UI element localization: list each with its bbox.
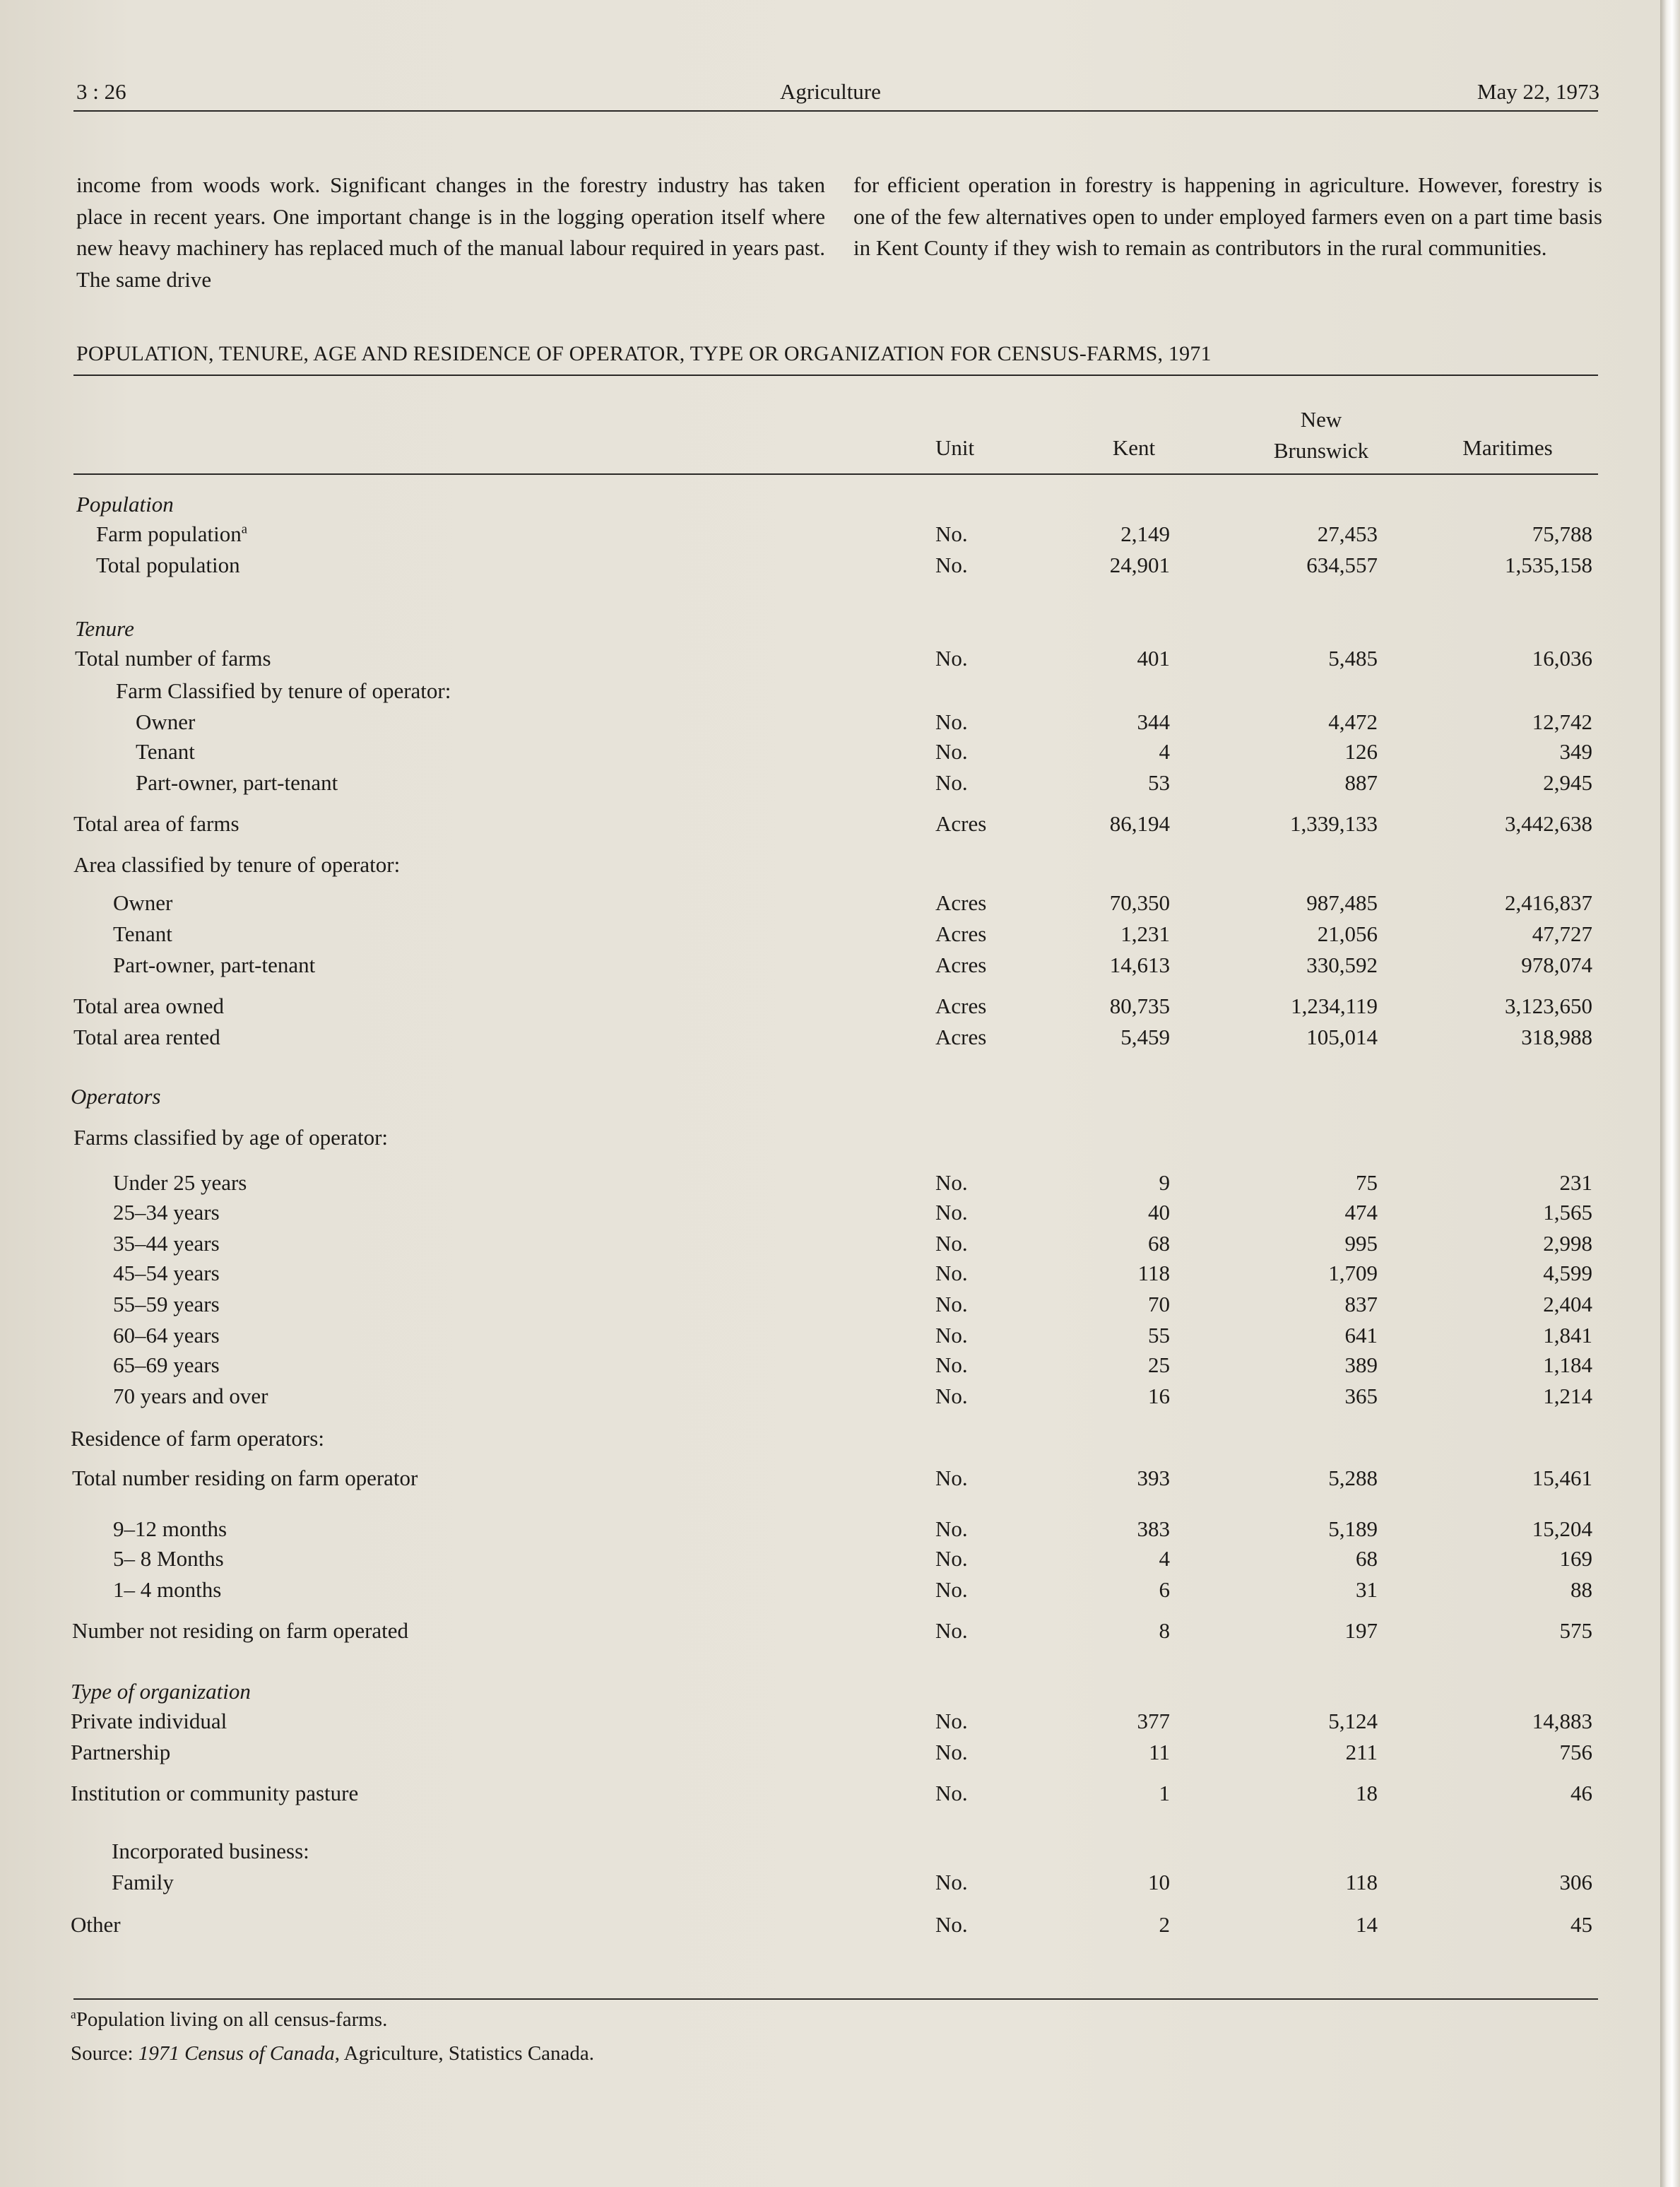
cell-unit: No. (935, 553, 968, 577)
table-top-rule (73, 375, 1598, 376)
row-label (113, 1320, 220, 1351)
cell-maritimes: 756 (1559, 1740, 1592, 1764)
issue-date: May 22, 1973 (1477, 79, 1599, 104)
cell-new-brunswick: 641 (1344, 1323, 1378, 1348)
cell-maritimes: 2,404 (1543, 1292, 1592, 1316)
row-label-text: Area classified by tenure of operator: (73, 852, 401, 877)
cell-new-brunswick: 330,592 (1306, 953, 1378, 977)
source-prefix: Source: (71, 2042, 138, 2065)
cell-unit: No. (935, 1516, 968, 1541)
row-label-text: 55–59 years (113, 1292, 220, 1316)
column-header-new-brunswick (1243, 404, 1399, 466)
cell-new-brunswick: 118 (1345, 1870, 1378, 1894)
header-rule (73, 110, 1598, 112)
cell-unit: No. (935, 739, 968, 764)
cell-unit: No. (935, 1546, 968, 1571)
table-row (0, 1022, 1660, 1053)
cell-kent: 70 (1148, 1292, 1170, 1316)
source-title: 1971 Census of Canada (138, 2042, 335, 2065)
cell-unit: Acres (935, 953, 987, 977)
row-label (76, 489, 174, 520)
intro-left-column: income from woods work. Significant changes in the forestry industry has taken place in recent years. One important change is in the logging operation itself where new heavy machinery has replaced much of the manual labour required in years past. The same drive (76, 172, 825, 292)
row-label-text: Total number residing on farm operator (72, 1466, 418, 1490)
row-label-text: Residence of farm operators: (71, 1426, 324, 1451)
cell-maritimes: 2,416,837 (1505, 890, 1592, 915)
row-label (112, 1867, 174, 1898)
cell-new-brunswick: 995 (1344, 1231, 1378, 1256)
table-row (0, 1706, 1660, 1737)
table-row (0, 991, 1660, 1022)
table-source (71, 2042, 594, 2065)
cell-kent: 344 (1137, 709, 1170, 734)
row-label (71, 1778, 358, 1809)
row-label-text: Farm Classified by tenure of operator: (116, 678, 451, 703)
cell-kent: 1,231 (1120, 921, 1170, 946)
cell-unit: No. (935, 770, 968, 795)
cell-kent: 2 (1159, 1912, 1170, 1937)
table-row (0, 1167, 1660, 1198)
row-label-text: Type of organization (71, 1679, 251, 1704)
cell-unit: No. (935, 1466, 968, 1490)
cell-maritimes: 15,461 (1532, 1466, 1592, 1490)
row-label-text: Total population (96, 553, 240, 577)
cell-unit: No. (935, 1870, 968, 1894)
cell-kent: 6 (1159, 1577, 1170, 1602)
table-row (0, 1514, 1660, 1545)
cell-new-brunswick: 21,056 (1317, 921, 1378, 946)
row-label (73, 1022, 220, 1053)
cell-unit: Acres (935, 811, 987, 836)
cell-kent: 53 (1148, 770, 1170, 795)
row-label-text: Under 25 years (113, 1170, 247, 1195)
cell-unit: Acres (935, 921, 987, 946)
cell-kent: 24,901 (1109, 553, 1170, 577)
cell-maritimes: 16,036 (1532, 646, 1592, 671)
table-row (0, 1197, 1660, 1228)
row-label (113, 1228, 220, 1259)
row-label (113, 1514, 227, 1545)
row-label (73, 849, 400, 880)
table-row (0, 1836, 1660, 1867)
cell-maritimes: 12,742 (1532, 709, 1592, 734)
cell-maritimes: 349 (1559, 739, 1592, 764)
cell-new-brunswick: 389 (1344, 1352, 1378, 1377)
cell-new-brunswick: 1,709 (1328, 1261, 1378, 1285)
column-header-maritimes: Maritimes (1462, 435, 1553, 460)
cell-kent: 1 (1159, 1781, 1170, 1805)
row-label (73, 991, 224, 1022)
cell-maritimes: 1,565 (1543, 1200, 1592, 1225)
cell-maritimes: 978,074 (1521, 953, 1592, 977)
intro-right-column: for efficient operation in forestry is happening in agriculture. However, forestry is one of the few alternatives open to under employed farmers even on a part time basis in Kent County if they wish to remain as contributors in the rural communities. (853, 172, 1602, 260)
cell-new-brunswick: 105,014 (1306, 1025, 1378, 1049)
row-label-text: Operators (71, 1084, 161, 1109)
cell-kent: 10 (1148, 1870, 1170, 1894)
cell-new-brunswick: 197 (1344, 1618, 1378, 1643)
section-heading-row (0, 613, 1660, 644)
cell-unit: No. (935, 1200, 968, 1225)
table-row (0, 707, 1660, 738)
cell-new-brunswick: 5,189 (1328, 1516, 1378, 1541)
row-label (96, 519, 247, 550)
page-number: 3 : 26 (76, 79, 126, 104)
cell-new-brunswick: 68 (1356, 1546, 1378, 1571)
cell-unit: No. (935, 1709, 968, 1733)
cell-unit: No. (935, 521, 968, 546)
row-label (113, 919, 172, 950)
row-label (113, 1381, 268, 1412)
footnote-text: Population living on all census-farms. (76, 2008, 388, 2031)
row-label (71, 1081, 160, 1112)
row-label (71, 1737, 170, 1768)
cell-kent: 8 (1159, 1618, 1170, 1643)
cell-unit: No. (935, 1781, 968, 1805)
row-label (113, 1574, 221, 1605)
cell-maritimes: 15,204 (1532, 1516, 1592, 1541)
cell-new-brunswick: 887 (1344, 770, 1378, 795)
row-label-text: Incorporated business: (112, 1839, 309, 1863)
table-row (0, 808, 1660, 839)
table-row (0, 1289, 1660, 1320)
cell-unit: Acres (935, 890, 987, 915)
cell-unit: No. (935, 1292, 968, 1316)
row-label-text: Partnership (71, 1740, 171, 1764)
row-label (136, 707, 195, 738)
page-binding-edge (1660, 0, 1680, 2187)
row-label (113, 1258, 220, 1289)
table-row (0, 1778, 1660, 1809)
row-label-text: 35–44 years (113, 1231, 220, 1256)
cell-kent: 40 (1148, 1200, 1170, 1225)
table-bottom-rule (73, 1998, 1598, 2000)
row-label (75, 613, 134, 644)
row-label (71, 1423, 324, 1454)
cell-unit: No. (935, 1912, 968, 1937)
table-row (0, 1258, 1660, 1289)
row-label-text: 5– 8 Months (113, 1546, 224, 1571)
table-row (0, 888, 1660, 919)
row-label-text: 70 years and over (113, 1384, 268, 1408)
row-label-text: 25–34 years (113, 1200, 220, 1225)
cell-unit: No. (935, 646, 968, 671)
row-label-text: Total area of farms (73, 811, 239, 836)
table-row (0, 1423, 1660, 1454)
cell-new-brunswick: 837 (1344, 1292, 1378, 1316)
section-heading-row (0, 1676, 1660, 1707)
row-label (71, 1909, 121, 1940)
row-label-text: Population (76, 492, 174, 517)
table-row (0, 1737, 1660, 1768)
cell-new-brunswick: 1,339,133 (1290, 811, 1378, 836)
cell-kent: 80,735 (1109, 994, 1170, 1018)
table-row (0, 676, 1660, 707)
table-row (0, 1350, 1660, 1381)
table-title: POPULATION, TENURE, AGE AND RESIDENCE OF OPERATOR, TYPE OR ORGANIZATION FOR CENSUS-FARMS, 1971 (76, 342, 1212, 365)
table-row (0, 1320, 1660, 1351)
cell-maritimes: 575 (1559, 1618, 1592, 1643)
table-row (0, 519, 1660, 550)
cell-kent: 14,613 (1109, 953, 1170, 977)
cell-unit: No. (935, 1577, 968, 1602)
source-suffix: , Agriculture, Statistics Canada. (334, 2042, 595, 2065)
row-label (73, 808, 239, 839)
cell-kent: 118 (1137, 1261, 1170, 1285)
table-row (0, 1909, 1660, 1940)
cell-kent: 25 (1148, 1352, 1170, 1377)
cell-unit: No. (935, 1323, 968, 1348)
row-label-text: Owner (113, 890, 173, 915)
cell-maritimes: 1,841 (1543, 1323, 1592, 1348)
table-row (0, 643, 1660, 674)
cell-kent: 70,350 (1109, 890, 1170, 915)
row-label (113, 950, 315, 981)
cell-maritimes: 306 (1559, 1870, 1592, 1894)
cell-new-brunswick: 365 (1344, 1384, 1378, 1408)
cell-maritimes: 47,727 (1532, 921, 1592, 946)
cell-maritimes: 2,945 (1543, 770, 1592, 795)
cell-kent: 4 (1159, 1546, 1170, 1571)
row-label-text: Owner (136, 709, 196, 734)
footnote-marker: a (241, 521, 248, 537)
table-row (0, 1122, 1660, 1153)
cell-kent: 11 (1149, 1740, 1170, 1764)
cell-kent: 401 (1137, 646, 1170, 671)
table-row (0, 550, 1660, 581)
table-footnote (71, 2008, 387, 2032)
cell-maritimes: 3,442,638 (1505, 811, 1592, 836)
cell-maritimes: 3,123,650 (1505, 994, 1592, 1018)
table-row (0, 1574, 1660, 1605)
table-row (0, 1381, 1660, 1412)
cell-kent: 383 (1137, 1516, 1170, 1541)
row-label (72, 1463, 418, 1494)
cell-unit: No. (935, 1740, 968, 1764)
row-label (113, 1350, 220, 1381)
cell-maritimes: 169 (1559, 1546, 1592, 1571)
cell-kent: 393 (1137, 1466, 1170, 1490)
section-heading-row (0, 1081, 1660, 1112)
table-row (0, 1615, 1660, 1646)
cell-unit: Acres (935, 994, 987, 1018)
cell-kent: 2,149 (1120, 521, 1170, 546)
column-header-rule (73, 473, 1598, 475)
row-label-text: 9–12 months (113, 1516, 227, 1541)
cell-maritimes: 2,998 (1543, 1231, 1592, 1256)
cell-maritimes: 4,599 (1543, 1261, 1592, 1285)
table-row (0, 849, 1660, 880)
cell-unit: No. (935, 1352, 968, 1377)
cell-maritimes: 318,988 (1521, 1025, 1592, 1049)
cell-kent: 5,459 (1120, 1025, 1170, 1049)
cell-new-brunswick: 1,234,119 (1291, 994, 1378, 1018)
table-row (0, 736, 1660, 767)
cell-kent: 4 (1159, 739, 1170, 764)
row-label-text: Total number of farms (75, 646, 271, 671)
cell-kent: 68 (1148, 1231, 1170, 1256)
cell-kent: 9 (1159, 1170, 1170, 1195)
cell-new-brunswick: 5,485 (1328, 646, 1378, 671)
row-label-text: Family (112, 1870, 174, 1894)
cell-unit: Acres (935, 1025, 987, 1049)
cell-unit: No. (935, 1261, 968, 1285)
section-heading-row (0, 489, 1660, 520)
row-label-text: Farm population (96, 521, 242, 546)
cell-unit: No. (935, 709, 968, 734)
cell-kent: 55 (1148, 1323, 1170, 1348)
row-label (113, 1289, 220, 1320)
row-label-text: Part-owner, part-tenant (113, 953, 316, 977)
cell-maritimes: 231 (1559, 1170, 1592, 1195)
footnote-marker: a (71, 2007, 76, 2022)
row-label-text: Farms classified by age of operator: (73, 1125, 389, 1150)
cell-new-brunswick: 4,472 (1328, 709, 1378, 734)
table-row (0, 919, 1660, 950)
cell-new-brunswick: 126 (1344, 739, 1378, 764)
cell-new-brunswick: 18 (1356, 1781, 1378, 1805)
cell-kent: 377 (1137, 1709, 1170, 1733)
row-label-text: Part-owner, part-tenant (136, 770, 338, 795)
row-label-text: Tenant (136, 739, 195, 764)
cell-maritimes: 1,535,158 (1505, 553, 1592, 577)
cell-new-brunswick: 474 (1344, 1200, 1378, 1225)
row-label (71, 1706, 227, 1737)
table-row (0, 1543, 1660, 1574)
row-label (71, 1676, 251, 1707)
row-label (72, 1615, 408, 1646)
column-header-nb-line1: New (1300, 407, 1342, 432)
row-label-text: Private individual (71, 1709, 227, 1733)
cell-unit: No. (935, 1170, 968, 1195)
cell-new-brunswick: 14 (1356, 1912, 1378, 1937)
row-label-text: Institution or community pasture (71, 1781, 359, 1805)
row-label-text: Tenure (75, 616, 134, 641)
cell-maritimes: 1,184 (1543, 1352, 1592, 1377)
cell-new-brunswick: 5,288 (1328, 1466, 1378, 1490)
row-label-text: 60–64 years (113, 1323, 220, 1348)
cell-maritimes: 75,788 (1532, 521, 1592, 546)
running-title: Agriculture (780, 79, 881, 104)
cell-unit: No. (935, 1231, 968, 1256)
column-header-nb-line2: Brunswick (1273, 438, 1369, 463)
row-label-text: Tenant (113, 921, 172, 946)
table-row (0, 1228, 1660, 1259)
row-label (75, 643, 271, 674)
cell-maritimes: 46 (1570, 1781, 1592, 1805)
cell-unit: No. (935, 1384, 968, 1408)
cell-kent: 16 (1148, 1384, 1170, 1408)
row-label (113, 1167, 247, 1198)
cell-maritimes: 45 (1570, 1912, 1592, 1937)
row-label-text: 45–54 years (113, 1261, 220, 1285)
row-label-text: Number not residing on farm operated (72, 1618, 409, 1643)
row-label (113, 888, 172, 919)
row-label (116, 676, 451, 707)
row-label (136, 767, 338, 798)
column-header-unit: Unit (935, 435, 975, 460)
cell-new-brunswick: 987,485 (1306, 890, 1378, 915)
cell-new-brunswick: 31 (1356, 1577, 1378, 1602)
row-label (113, 1543, 224, 1574)
row-label (112, 1836, 309, 1867)
cell-new-brunswick: 27,453 (1317, 521, 1378, 546)
row-label (136, 736, 195, 767)
table-row (0, 1867, 1660, 1898)
cell-maritimes: 88 (1570, 1577, 1592, 1602)
row-label-text: 65–69 years (113, 1352, 220, 1377)
row-label (113, 1197, 220, 1228)
row-label-text: Total area rented (73, 1025, 220, 1049)
cell-unit: No. (935, 1618, 968, 1643)
cell-new-brunswick: 211 (1345, 1740, 1378, 1764)
table-row (0, 950, 1660, 981)
cell-maritimes: 1,214 (1543, 1384, 1592, 1408)
table-row (0, 1463, 1660, 1494)
table-row (0, 767, 1660, 798)
row-label (73, 1122, 388, 1153)
cell-kent: 86,194 (1109, 811, 1170, 836)
row-label (96, 550, 240, 581)
column-header-kent: Kent (1112, 435, 1156, 460)
cell-new-brunswick: 634,557 (1306, 553, 1378, 577)
cell-new-brunswick: 75 (1356, 1170, 1378, 1195)
cell-maritimes: 14,883 (1532, 1709, 1592, 1733)
row-label-text: Other (71, 1912, 121, 1937)
row-label-text: Total area owned (73, 994, 225, 1018)
cell-new-brunswick: 5,124 (1328, 1709, 1378, 1733)
row-label-text: 1– 4 months (113, 1577, 222, 1602)
